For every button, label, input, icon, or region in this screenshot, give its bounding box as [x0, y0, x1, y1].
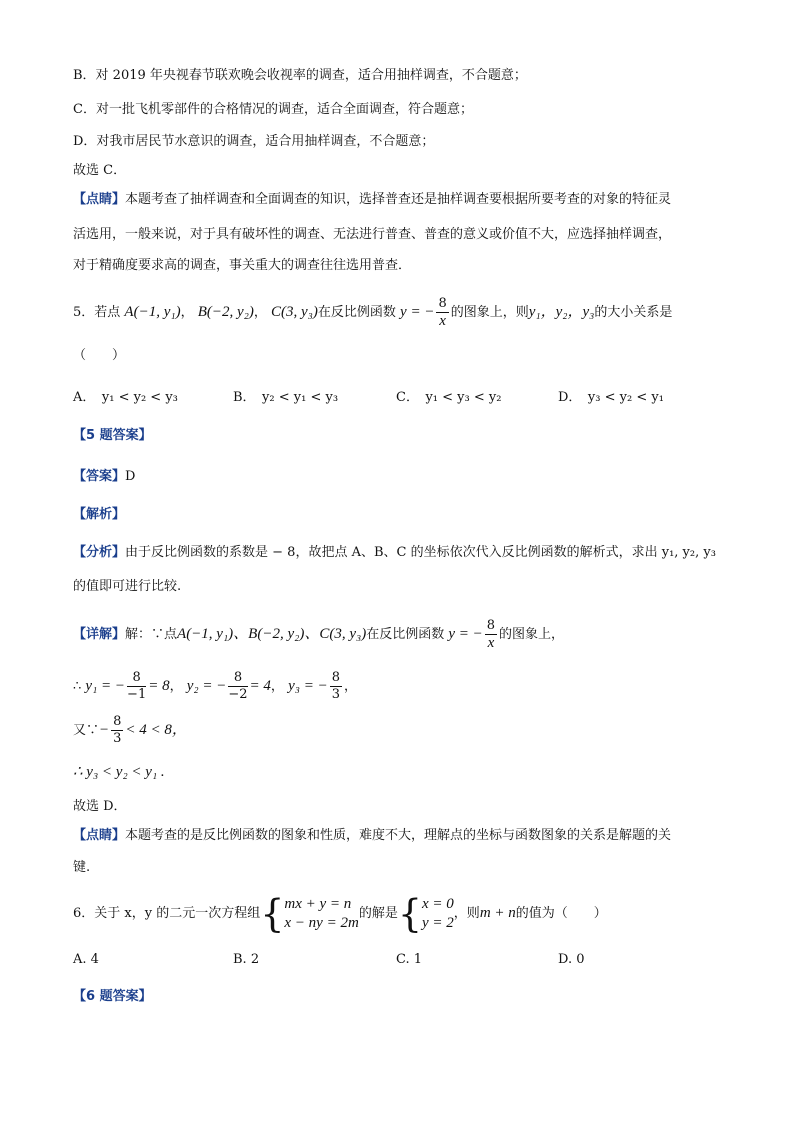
q5-frac-num: 8 [438, 296, 447, 311]
choose-c: 故选 C． [73, 163, 127, 178]
q6-expr: m + n [479, 905, 516, 921]
q6-sol1: x = 0 [422, 895, 454, 912]
xiangjie-tail: 的图象上， [499, 627, 565, 642]
calc-y1-rhs: = 8 [148, 678, 170, 694]
calc-y2-rhs: = 4 [249, 678, 271, 694]
calc-y2-lhs: y₂ = − [186, 678, 227, 694]
q5-answer-heading: 【5 题答案】 [73, 428, 152, 443]
q6-option-c: C. 1 [396, 952, 423, 967]
calc-sep: ， [270, 679, 284, 694]
q5-option-d: D． y₃ < y₂ < y₁ [558, 390, 664, 405]
calc-y2-frac [228, 670, 247, 703]
calc-y1-den: −1 [127, 687, 147, 702]
q6-option-b: B. 2 [233, 952, 260, 967]
q5-point-c: C(3, y₃) [271, 304, 318, 320]
dianjing-text: 本题考查了抽样调查和全面调查的知识，选择普查还是抽样调查要根据所要考查的对象的特征灵 [125, 192, 672, 207]
calc-sep: ， [169, 679, 183, 694]
q5-mid: 在反比例函数 [317, 305, 396, 320]
xiangjie-frac-num: 8 [486, 618, 496, 633]
q6-solution [422, 895, 454, 933]
fenxi-tag: 【分析】 [73, 545, 126, 560]
answer-tag: 【答案】 [73, 469, 126, 484]
q5-jiexi-tag: 【解析】 [73, 507, 126, 522]
xiangjie-points: A(−1, y₁)、B(−2, y₂)、C(3, y₃) [177, 626, 367, 642]
q5-option-a: A． y₁ < y₂ < y₃ [73, 390, 178, 405]
q5-dianjing-a [73, 826, 671, 846]
dianjing-1-line-c: 对于精确度要求高的调查，事关重大的调查往往选用普查． [73, 258, 412, 273]
q5-ask: 的大小关系是 [594, 305, 673, 320]
therefore-symbol: ∴ [73, 679, 82, 694]
q6-ask: 的值为（ ） [515, 906, 607, 921]
q5-xiangjie [73, 616, 564, 653]
dianjing-1-line-b: 活选用，一般来说，对于具有破坏性的调查、无法进行普查、普查的意义或价值不大，应选择抽样调查， [73, 227, 672, 242]
q6-eq1: mx + y = n [284, 895, 352, 912]
calc-y2-num: 8 [228, 670, 247, 687]
xiangjie-mid: 在反比例函数 [366, 627, 445, 642]
calc-y2-den: −2 [228, 687, 248, 702]
fenxi-text: 由于反比例函数的系数是 − 8，故把点 A、B、C 的坐标依次代入反比例函数的解析式，求出 y₁, y₂, y₃ [125, 545, 716, 560]
q5-prefix: 5．若点 [73, 305, 121, 320]
q5-fenxi-line-b: 的值即可进行比较. [73, 579, 182, 594]
calc-y1-num: 8 [127, 670, 146, 687]
because-num: 8 [113, 714, 122, 729]
q5-function: y = − [400, 304, 435, 320]
xiangjie-prefix: 解：∵点 [125, 627, 178, 642]
q6-answer-heading: 【6 题答案】 [73, 989, 152, 1004]
xiangjie-fraction [485, 618, 497, 651]
calc-y1-lhs: y₁ = − [85, 678, 126, 694]
dianjing-tag: 【点睛】 [73, 192, 126, 207]
q5-point-a: A(−1, y₁) [124, 304, 181, 320]
q6-tail: ，则 [453, 906, 480, 921]
option-b-explanation: B．对 2019 年央视春节联欢晚会收视率的调查，适合用抽样调查，不合题意； [73, 68, 527, 83]
left-brace-icon: { [260, 891, 285, 936]
option-d-explanation: D．对我市居民节水意识的调查，适合用抽样调查，不合题意； [73, 134, 435, 149]
calc-y3-num: 8 [331, 670, 340, 685]
q5-fenxi-line-a [73, 543, 716, 563]
q6-eq2: x − ny = 2m [284, 914, 359, 931]
dianjing-text: 本题考查的是反比例函数的图象和性质，难度不大，理解点的坐标与函数图象的关系是解题的关 [125, 828, 672, 843]
q5-choose-d: 故选 D． [73, 799, 127, 814]
q6-sol2: y = 2 [422, 914, 454, 931]
calc-y3-frac [330, 670, 342, 703]
because-rhs: < 4 < 8， [125, 722, 187, 738]
calc-y3-den: 3 [331, 687, 340, 702]
q5-fraction [436, 296, 448, 329]
calc-sep: ， [343, 679, 357, 694]
because-den: 3 [113, 731, 122, 746]
option-c-explanation: C．对一批飞机零部件的合格情况的调查，适合全面调查，符合题意； [73, 102, 473, 117]
xiangjie-frac-den: x [487, 635, 495, 651]
dianjing-1-line-a [73, 190, 671, 210]
q5-paren: （ ） [73, 348, 126, 363]
q5-stem: 5．若点 A(−1, y₁)， B(−2, y₂)， C(3, y₃)在反比例函数 y = − $\frac{8}{x}$ 的图象上，则y₁，y₂，y₃的大小关系是 [73, 296, 673, 329]
answer-value: D [125, 469, 136, 484]
q5-because [73, 712, 187, 749]
q5-calc [73, 668, 357, 705]
q6-option-d: D. 0 [558, 952, 585, 967]
xiangjie-tag: 【详解】 [73, 627, 126, 642]
dianjing-tag: 【点睛】 [73, 828, 126, 843]
q5-vars: y₁，y₂，y₃ [528, 304, 595, 320]
q5-tail: 的图象上，则 [450, 305, 529, 320]
q6-system [284, 895, 358, 933]
because-frac [111, 714, 123, 747]
calc-y1-frac [127, 670, 146, 703]
q6-option-a: A. 4 [73, 952, 99, 967]
q5-conclusion: ∴ y₃ < y₂ < y₁ . [73, 764, 165, 780]
because-neg: − [99, 722, 110, 738]
q6-prefix: 6．关于 x，y 的二元一次方程组 [73, 906, 261, 921]
q5-option-b: B． y₂ < y₁ < y₃ [233, 390, 339, 405]
calc-y3-lhs: y₃ = − [288, 678, 328, 694]
xiangjie-function: y = − [448, 626, 483, 642]
left-brace-icon: { [397, 891, 423, 936]
q6-stem [73, 890, 607, 937]
q5-point-b: B(−2, y₂) [197, 304, 254, 320]
q5-answer [73, 467, 135, 487]
q5-frac-den: x [439, 313, 446, 329]
q5-dianjing-b: 键. [73, 860, 91, 875]
because-prefix: 又∵ [73, 723, 100, 738]
q5-option-c: C． y₁ < y₃ < y₂ [396, 390, 502, 405]
q6-mid: 的解是 [358, 906, 398, 921]
